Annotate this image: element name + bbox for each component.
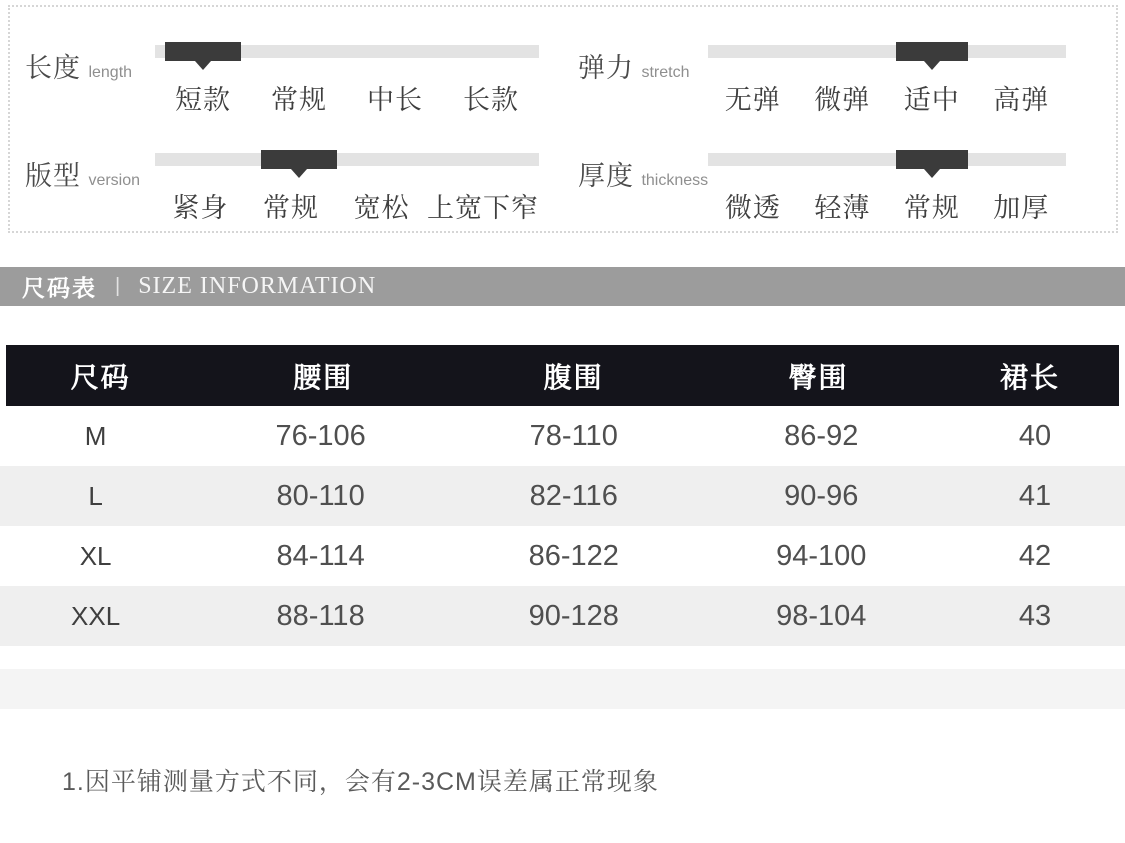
product-attributes-panel xyxy=(8,5,1118,233)
cell-skirt-length: 40 xyxy=(1018,419,1052,452)
attributes-right-column xyxy=(563,45,1116,231)
attr-row-stretch xyxy=(578,45,1066,117)
slider-option: 紧身 xyxy=(172,193,229,223)
cell-skirt-length: 41 xyxy=(1018,479,1052,512)
slider-options xyxy=(708,78,1066,117)
cell-waist: 80-110 xyxy=(276,479,365,512)
cell-waist: 76-106 xyxy=(275,419,366,452)
attr-name-zh: 长度 xyxy=(25,53,81,83)
attr-name-zh: 厚度 xyxy=(578,161,634,191)
slider-track xyxy=(155,153,539,166)
slider-option: 中长 xyxy=(367,85,423,115)
col-header-abdomen: 腹围 xyxy=(543,361,604,393)
slider-option: 轻薄 xyxy=(814,193,871,223)
slider-track xyxy=(708,45,1066,58)
table-row xyxy=(0,526,1125,586)
cell-size: L xyxy=(88,480,103,511)
attr-label-thickness xyxy=(578,153,708,225)
slider-option: 加厚 xyxy=(993,193,1050,223)
cell-waist: 84-114 xyxy=(276,539,365,572)
size-information-header xyxy=(0,267,1125,306)
table-row xyxy=(0,406,1125,466)
col-header-hip: 臀围 xyxy=(788,361,849,393)
cell-abdomen: 82-116 xyxy=(529,479,618,512)
stretch-slider xyxy=(708,45,1066,117)
attr-name-en: thickness xyxy=(641,172,709,189)
slider-indicator xyxy=(896,150,968,169)
cell-size: XL xyxy=(79,540,112,571)
attr-label-stretch xyxy=(578,45,708,117)
cell-hip: 94-100 xyxy=(776,539,867,572)
cell-hip: 98-104 xyxy=(776,599,867,632)
slider-options xyxy=(708,186,1066,225)
attr-name-en: stretch xyxy=(641,64,690,81)
cell-abdomen: 78-110 xyxy=(529,419,618,452)
attr-row-length xyxy=(25,45,539,117)
attr-row-thickness xyxy=(578,153,1066,225)
slider-indicator xyxy=(261,150,338,169)
slider-option: 常规 xyxy=(903,193,960,223)
slider-option: 高弹 xyxy=(993,85,1050,115)
col-header-size: 尺码 xyxy=(70,361,131,393)
slider-option: 宽松 xyxy=(353,193,410,223)
col-header-skirt-length: 裙长 xyxy=(999,361,1060,393)
attr-name-zh: 版型 xyxy=(25,161,81,191)
cell-abdomen: 86-122 xyxy=(528,539,619,572)
col-header-waist: 腰围 xyxy=(293,361,354,393)
slider-option: 上宽下窄 xyxy=(427,193,540,223)
cell-skirt-length: 42 xyxy=(1018,539,1052,572)
slider-indicator xyxy=(896,42,968,61)
slider-option: 无弹 xyxy=(724,85,781,115)
slider-options xyxy=(155,78,539,117)
attr-name-zh: 弹力 xyxy=(578,53,634,83)
cell-abdomen: 90-128 xyxy=(528,599,619,632)
slider-options xyxy=(155,186,539,225)
cell-size: M xyxy=(84,420,107,451)
length-slider xyxy=(155,45,539,117)
cell-hip: 90-96 xyxy=(784,479,859,512)
section-separator: | xyxy=(115,275,121,297)
size-table xyxy=(0,345,1125,646)
thickness-slider xyxy=(708,153,1066,225)
slider-track xyxy=(155,45,539,58)
section-title-zh: 尺码表 xyxy=(22,275,97,301)
section-title-en: SIZE INFORMATION xyxy=(138,273,377,299)
slider-option: 常规 xyxy=(271,85,327,115)
slider-option: 微弹 xyxy=(814,85,871,115)
slider-track xyxy=(708,153,1066,166)
measurement-note: 1.因平铺测量方式不同，会有2-3CM误差属正常现象 xyxy=(62,768,659,796)
bottom-divider-band xyxy=(0,669,1125,709)
cell-hip: 86-92 xyxy=(784,419,859,452)
attr-label-version xyxy=(25,153,155,225)
table-row xyxy=(0,466,1125,526)
attr-name-en: version xyxy=(88,172,141,189)
version-slider xyxy=(155,153,539,225)
slider-option: 常规 xyxy=(263,193,319,223)
slider-option: 长款 xyxy=(463,85,519,115)
slider-indicator xyxy=(165,42,242,61)
cell-skirt-length: 43 xyxy=(1018,599,1052,632)
attr-label-length xyxy=(25,45,155,117)
slider-option: 微透 xyxy=(724,193,781,223)
attr-row-version xyxy=(25,153,539,225)
size-table-header xyxy=(6,345,1119,406)
table-row xyxy=(0,586,1125,646)
cell-waist: 88-118 xyxy=(276,599,365,632)
slider-option: 短款 xyxy=(175,85,231,115)
slider-option: 适中 xyxy=(903,85,960,115)
attributes-left-column xyxy=(10,45,563,231)
cell-size: XXL xyxy=(71,600,121,631)
attr-name-en: length xyxy=(88,64,133,81)
